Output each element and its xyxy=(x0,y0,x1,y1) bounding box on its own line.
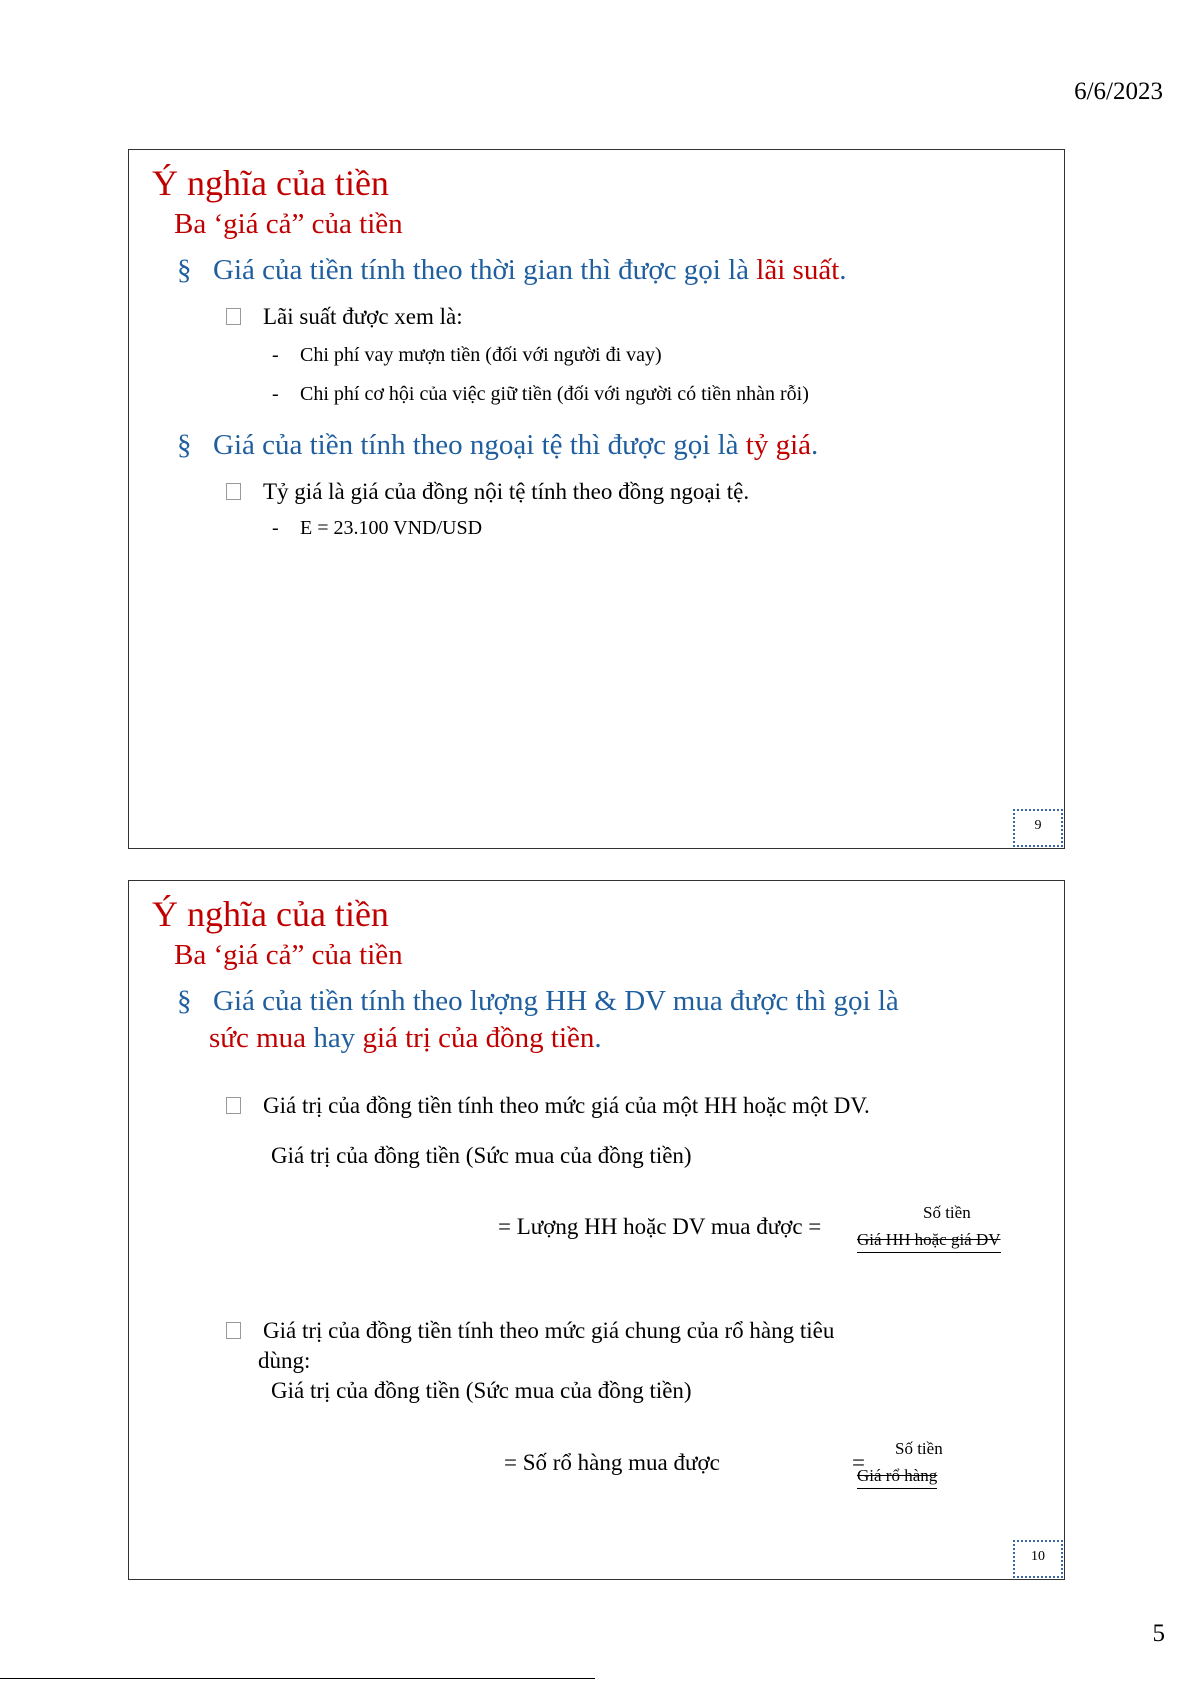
formula-equation: = Lượng HH hoặc DV mua được = xyxy=(498,1214,822,1239)
footnote-divider xyxy=(0,1678,595,1679)
section-bullet-icon: § xyxy=(177,429,192,461)
bullet-purchasing-power-line2: sức mua hay giá trị của đồng tiền. xyxy=(209,1022,602,1054)
fraction-denominator: Giá rổ hàng xyxy=(857,1466,937,1489)
box-bullet-icon xyxy=(226,1097,241,1114)
slide-title: Ý nghĩa của tiền xyxy=(152,163,389,203)
sub-bullet: Giá trị của đồng tiền tính theo mức giá chung của rổ hàng tiêu xyxy=(226,1318,834,1344)
sub-bullet: Tỷ giá là giá của đồng nội tệ tính theo đồng ngoại tệ. xyxy=(226,479,749,505)
bullet-purchasing-power: § Giá của tiền tính theo lượng HH & DV mua được thì gọi là xyxy=(177,985,899,1017)
slide-subtitle: Ba ‘giá cả” của tiền xyxy=(174,208,403,240)
formula-label: Giá trị của đồng tiền (Sức mua của đồng tiền) xyxy=(271,1143,692,1168)
sub-bullet: Giá trị của đồng tiền tính theo mức giá của một HH hoặc một DV. xyxy=(226,1093,870,1119)
page-number: 5 xyxy=(1152,1620,1165,1647)
list-item: - Chi phí cơ hội của việc giữ tiền (đối với người có tiền nhàn rỗi) xyxy=(272,383,809,405)
fraction-numerator: Số tiền xyxy=(923,1203,971,1222)
box-bullet-icon xyxy=(226,308,241,325)
list-item: - Chi phí vay mượn tiền (đối với người đi vay) xyxy=(272,344,662,366)
slide-10 xyxy=(128,880,1065,1580)
fraction-numerator: Số tiền xyxy=(895,1439,943,1458)
section-bullet-icon: § xyxy=(177,254,192,286)
page-date: 6/6/2023 xyxy=(1074,78,1163,105)
fraction-denominator: Giá HH hoặc giá DV xyxy=(857,1230,1001,1253)
bullet-interest-rate: § Giá của tiền tính theo thời gian thì được gọi là lãi suất. xyxy=(177,254,847,286)
box-bullet-icon xyxy=(226,1322,241,1339)
formula-equation: = Số rổ hàng mua được xyxy=(504,1450,720,1475)
box-bullet-icon xyxy=(226,483,241,500)
slide-9 xyxy=(128,149,1065,849)
formula-label: Giá trị của đồng tiền (Sức mua của đồng tiền) xyxy=(271,1378,692,1403)
slide-title: Ý nghĩa của tiền xyxy=(152,894,389,934)
slide-subtitle: Ba ‘giá cả” của tiền xyxy=(174,939,403,971)
list-item: - E = 23.100 VND/USD xyxy=(272,517,483,539)
formula-equals: = xyxy=(852,1450,865,1475)
sub-bullet-line2: dùng: xyxy=(258,1348,311,1373)
bullet-exchange-rate: § Giá của tiền tính theo ngoại tệ thì được gọi là tỷ giá. xyxy=(177,429,819,461)
sub-bullet: Lãi suất được xem là: xyxy=(226,304,463,330)
slide-number: 9 xyxy=(1013,809,1063,847)
slide-number: 10 xyxy=(1013,1540,1063,1578)
section-bullet-icon: § xyxy=(177,985,192,1017)
